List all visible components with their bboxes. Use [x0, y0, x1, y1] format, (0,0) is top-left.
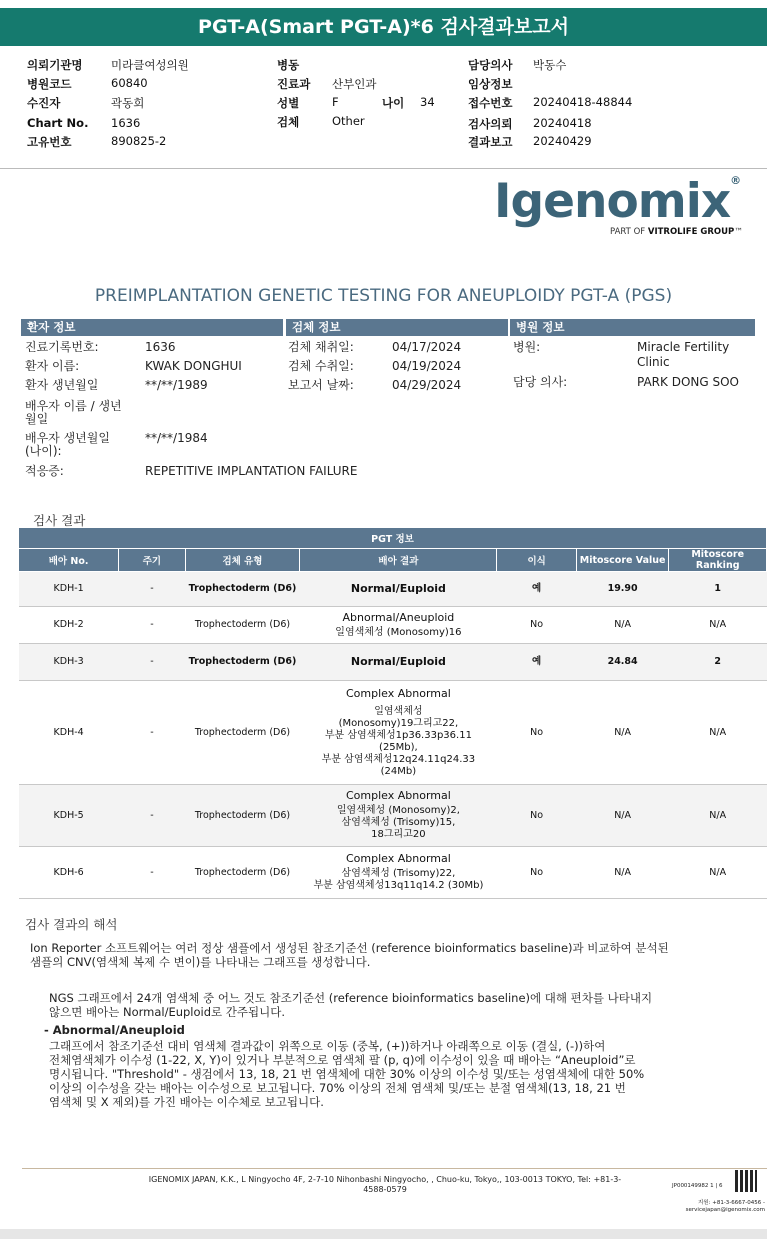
- mitoscore-ranking-cell: N/A: [669, 607, 767, 644]
- result-detail: 삼염색체성 (Trisomy)15,: [341, 817, 456, 828]
- interpretation-paragraph-3: [49, 1039, 644, 1109]
- hospital-value: Miracle Fertility: [637, 340, 730, 354]
- embryo-result-cell: [300, 644, 497, 681]
- text-line: Ion Reporter 소프트웨어는 여러 정상 샘플에서 생성된 참조기준선 (reference bioinformatics baseline)과 비교하여 분석된: [30, 941, 669, 955]
- specimen-type-cell: Trophectoderm (D6): [185, 607, 300, 644]
- result-detail: (24Mb): [380, 765, 417, 777]
- collect-label: 검체 채취일:: [288, 340, 354, 354]
- contact-line: servicejapan@igenomix.com: [685, 1207, 765, 1213]
- patient-name-value: KWAK DONGHUI: [145, 359, 242, 373]
- text-line: 염색체 및 X 제외)를 가진 배아는 이수체로 보고됩니다.: [49, 1095, 324, 1109]
- text-line: NGS 그래프에서 24개 염색체 중 어느 것도 참조기준선 (reference bioinformatics baseline)에 대해 편차를 나타내지: [49, 991, 653, 1005]
- header-value: 20240418-48844: [533, 95, 633, 109]
- embryo-no-cell: KDH-4: [19, 681, 119, 785]
- patient-dob-label: 환자 생년월일: [25, 378, 99, 392]
- header-label: 임상정보: [468, 77, 513, 91]
- transfer-cell: 예: [497, 644, 576, 681]
- abnormal-subtitle: - Abnormal/Aneuploid: [44, 1023, 185, 1037]
- report-date-label: 보고서 날짜:: [288, 378, 354, 392]
- patient-name-label: 환자 이름:: [25, 359, 80, 373]
- specimen-type-cell: Trophectoderm (D6): [185, 681, 300, 785]
- group-header: PGT 정보: [19, 528, 767, 549]
- text-line: 전체염색체가 이수성 (1-22, X, Y)이 있거나 부분적으로 염색체 팔 (p, q)에 이수성이 있을 때 배아는 “Aneuploid”로: [49, 1053, 636, 1067]
- text-line: 샘플의 CNV(염색체 복제 수 변이)를 나타내는 그래프를 생성합니다.: [30, 955, 371, 969]
- cycle-cell: -: [119, 785, 185, 847]
- column-header: 배아 결과: [300, 549, 497, 572]
- table-row: [19, 681, 767, 785]
- result-detail: 일염색체성 (Monosomy)2,: [336, 805, 460, 816]
- column-header: Mitoscore Ranking: [669, 549, 767, 572]
- footer-contact: [675, 1200, 765, 1214]
- mitoscore-ranking-cell: N/A: [669, 785, 767, 847]
- result-detail: (Monosomy)19그리고22,: [338, 717, 459, 729]
- header-label: 담당의사: [468, 58, 513, 72]
- address-line: 4588-0579: [363, 1185, 407, 1194]
- result-detail: (25Mb),: [379, 741, 418, 753]
- embryo-result-cell: [300, 572, 497, 607]
- table-row: [19, 607, 767, 644]
- results-table: [18, 527, 767, 899]
- table-row: [19, 572, 767, 607]
- header-value: 1636: [111, 116, 141, 130]
- header-value: 미라클여성의원: [111, 58, 189, 72]
- specimen-type-cell: Trophectoderm (D6): [185, 572, 300, 607]
- header-label: 검사의뢰: [468, 117, 513, 131]
- logo-text: Igenomix: [494, 174, 731, 229]
- specimen-type-cell: Trophectoderm (D6): [185, 644, 300, 681]
- header-label: 접수번호: [468, 96, 513, 110]
- embryo-no-cell: KDH-6: [19, 847, 119, 899]
- result-detail: 부분 삼염색체성12q24.11q24.33: [321, 753, 476, 765]
- header-value: 34: [420, 95, 435, 109]
- text-line: 그래프에서 참조기준선 대비 염색체 결과값이 위쪽으로 이동 (중복, (+))하거나 아래쪽으로 이동 (결실, (-))하여: [49, 1039, 606, 1053]
- specimen-type-cell: Trophectoderm (D6): [185, 785, 300, 847]
- result-main: Normal/Euploid: [350, 655, 446, 668]
- registered-mark: ®: [730, 174, 741, 187]
- cycle-cell: -: [119, 607, 185, 644]
- collect-value: 04/17/2024: [392, 340, 462, 354]
- footer-divider: [22, 1168, 767, 1169]
- spouse-dob-value: **/**/1984: [145, 431, 208, 445]
- result-detail: 부분 삼염색체성1p36.33p36.11: [324, 729, 472, 741]
- report-date-value: 04/29/2024: [392, 378, 462, 392]
- mitoscore-value-cell: N/A: [576, 847, 669, 899]
- header-value: 60840: [111, 76, 148, 90]
- header-value: 박동수: [533, 58, 567, 72]
- result-main: Complex Abnormal: [346, 852, 451, 865]
- logo-sub-brand: VITROLIFE GROUP: [647, 227, 735, 237]
- embryo-result-cell: [300, 847, 497, 899]
- header-value: F: [332, 95, 339, 109]
- mitoscore-value-cell: 19.90: [576, 572, 669, 607]
- mitoscore-value-cell: N/A: [576, 607, 669, 644]
- result-detail: 일염색체성 (Monosomy)16: [335, 626, 462, 638]
- mitoscore-ranking-cell: N/A: [669, 847, 767, 899]
- embryo-no-cell: KDH-3: [19, 644, 119, 681]
- header-label: 성별: [277, 96, 300, 110]
- result-main: Complex Abnormal: [346, 789, 451, 802]
- header-label: 병동: [277, 58, 300, 72]
- divider: [0, 168, 767, 169]
- mitoscore-ranking-cell: 1: [669, 572, 767, 607]
- column-header: 배아 No.: [19, 549, 119, 572]
- cycle-cell: -: [119, 681, 185, 785]
- mitoscore-value-cell: N/A: [576, 785, 669, 847]
- text-line: 이상의 이수성을 갖는 배아는 이수성으로 보고됩니다. 70% 이상의 전체 염색체 및/또는 분절 염색체(13, 18, 21 번: [49, 1081, 626, 1095]
- table-row: [19, 847, 767, 899]
- hospital-value-cont: Clinic: [637, 355, 670, 369]
- indication-label: 적응증:: [25, 464, 64, 478]
- result-main: Normal/Euploid: [350, 582, 446, 595]
- transfer-cell: No: [497, 607, 576, 644]
- igenomix-logo: [494, 174, 740, 229]
- embryo-result-cell: [300, 681, 497, 785]
- address-line: IGENOMIX JAPAN, K.K., L Ningyocho 4F, 2-7-10 Nihonbashi Ningyocho, , Chuo-ku, Tokyo,, 103-0013 TOKYO, Tel: +81-3-: [148, 1175, 622, 1184]
- cycle-cell: -: [119, 847, 185, 899]
- report-title: PGT-A(Smart PGT-A)*6 검사결과보고서: [0, 8, 767, 46]
- mitoscore-value-cell: N/A: [576, 681, 669, 785]
- receive-value: 04/19/2024: [392, 359, 462, 373]
- header-label: 병원코드: [27, 77, 72, 91]
- header-value: 890825-2: [111, 134, 167, 148]
- indication-value: REPETITIVE IMPLANTATION FAILURE: [145, 464, 358, 478]
- header-label: 수진자: [27, 96, 61, 110]
- header-value: 20240418: [533, 116, 592, 130]
- column-header: 검체 유형: [185, 549, 300, 572]
- embryo-no-cell: KDH-5: [19, 785, 119, 847]
- header-value: 20240429: [533, 134, 592, 148]
- header-label: 검체: [277, 115, 300, 129]
- column-header: 주기: [119, 549, 185, 572]
- qr-code-icon: [735, 1170, 757, 1192]
- header-label: 의뢰기관명: [27, 58, 83, 72]
- result-detail: 18그리고20: [371, 829, 426, 840]
- table-row: [19, 785, 767, 847]
- receive-label: 검체 수취일:: [288, 359, 354, 373]
- footer-address: [130, 1175, 640, 1195]
- spouse-name-label: 배우자 이름 / 생년월일: [25, 399, 122, 426]
- column-header: Mitoscore Value: [576, 549, 669, 572]
- header-label: 고유번호: [27, 135, 72, 149]
- embryo-result-cell: [300, 607, 497, 644]
- cycle-cell: -: [119, 572, 185, 607]
- transfer-cell: No: [497, 785, 576, 847]
- table-row: [19, 644, 767, 681]
- interpretation-title: 검사 결과의 해석: [25, 917, 118, 932]
- hospital-label: 병원:: [513, 340, 541, 354]
- logo-sub-prefix: PART OF: [610, 227, 648, 237]
- results-title: 검사 결과: [33, 513, 86, 528]
- result-detail: 부분 삼염색체성13q11q14.2 (30Mb): [313, 880, 484, 891]
- section-hospital-header: 병원 정보: [510, 319, 755, 336]
- main-title: PREIMPLANTATION GENETIC TESTING FOR ANEUPLOIDY PGT-A (PGS): [94, 286, 673, 306]
- header-value: Other: [332, 114, 365, 128]
- mitoscore-value-cell: 24.84: [576, 644, 669, 681]
- mitoscore-ranking-cell: 2: [669, 644, 767, 681]
- chart-value: 1636: [145, 340, 176, 354]
- page-bottom-band: [0, 1229, 767, 1239]
- patient-dob-value: **/**/1989: [145, 378, 208, 392]
- interpretation-paragraph-1: [30, 941, 669, 969]
- header-label: 결과보고: [468, 135, 513, 149]
- text-line: 않으면 배아는 Normal/Euploid로 간주됩니다.: [49, 1005, 285, 1019]
- section-specimen-header: 검체 정보: [286, 319, 508, 336]
- text-line: 명시됩니다. "Threshold" - 생검에서 13, 18, 21 번 염색체에 대한 30% 이상의 이수성 및/또는 성염색체에 대한 50%: [49, 1067, 645, 1081]
- result-detail: 일염색체성: [374, 705, 423, 717]
- result-main: Abnormal/Aneuploid: [342, 610, 455, 624]
- column-header: 이식: [497, 549, 576, 572]
- logo-subtitle: [610, 227, 743, 237]
- mitoscore-ranking-cell: N/A: [669, 681, 767, 785]
- page-id: JP000149982 1 | 6: [672, 1183, 723, 1189]
- result-detail: 삼염색체성 (Trisomy)22,: [341, 868, 456, 879]
- cycle-cell: -: [119, 644, 185, 681]
- header-label: 진료과: [277, 77, 311, 91]
- interpretation-paragraph-2: [49, 991, 652, 1019]
- transfer-cell: No: [497, 847, 576, 899]
- doctor-value: PARK DONG SOO: [637, 375, 739, 389]
- header-label: Chart No.: [27, 116, 89, 130]
- embryo-no-cell: KDH-2: [19, 607, 119, 644]
- contact-line: 지원: +81-3-6667-0456 -: [697, 1200, 765, 1206]
- chart-label: 진료기록번호:: [25, 340, 99, 354]
- doctor-label: 담당 의사:: [513, 375, 568, 389]
- transfer-cell: 예: [497, 572, 576, 607]
- transfer-cell: No: [497, 681, 576, 785]
- header-value: 산부인과: [332, 77, 377, 91]
- trademark-mark: ™: [734, 227, 743, 237]
- embryo-no-cell: KDH-1: [19, 572, 119, 607]
- section-patient-header: 환자 정보: [21, 319, 283, 336]
- embryo-result-cell: [300, 785, 497, 847]
- header-value: 곽동희: [111, 96, 145, 110]
- result-main: Complex Abnormal: [346, 686, 451, 700]
- specimen-type-cell: Trophectoderm (D6): [185, 847, 300, 899]
- header-label: 나이: [382, 96, 405, 110]
- spouse-dob-label: 배우자 생년월일 (나이):: [25, 431, 110, 458]
